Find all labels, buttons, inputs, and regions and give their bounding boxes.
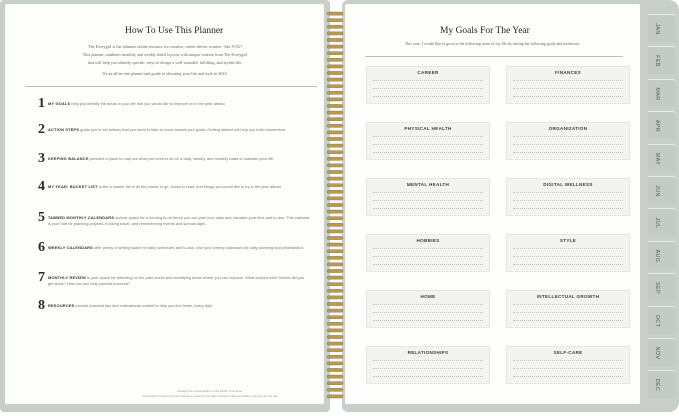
item-title: KEEPING BALANCE — [48, 156, 89, 161]
footnote — [135, 389, 285, 398]
month-tab-aug[interactable] — [648, 241, 676, 269]
spiral-ring — [327, 329, 343, 332]
goal-box-label: SELF-CARE — [553, 350, 583, 355]
month-tab-jul[interactable] — [648, 208, 676, 236]
writing-line — [373, 376, 483, 377]
goals-page — [345, 4, 640, 404]
goal-box-label: HOME — [420, 294, 436, 299]
month-tab-jun[interactable] — [648, 176, 676, 204]
page-title: How To Use This Planner — [125, 26, 224, 36]
item-title: RESOURCES — [48, 303, 75, 308]
item-description: is your space for reflecting on the past month and identifying areas where you can improve. What worked well? Where did you get stuck? How can you help yourself succeed? — [48, 275, 305, 287]
writing-line — [373, 320, 483, 321]
goal-box-label: MENTAL HEALTH — [406, 182, 450, 187]
goals-subtitle: This year, I would like to grow in the following areas of my life by setting the following goals and intentions: — [404, 41, 581, 46]
item-description: is like a master list of all the places to go, books to read, and things you would like to try in the year ahead. — [98, 184, 282, 189]
item-description: help you identify the areas in your life that you would like to improve on in the year ahead. — [71, 101, 226, 106]
writing-line — [373, 312, 483, 313]
goal-box-label: DIGITAL WELLNESS — [543, 182, 593, 187]
spiral-ring — [327, 382, 343, 385]
writing-line — [373, 88, 483, 89]
spiral-ring — [327, 230, 343, 233]
item-number: 3 — [38, 151, 45, 166]
item-text — [48, 245, 310, 251]
month-tab-nov[interactable] — [648, 338, 676, 366]
month-tab-feb[interactable] — [648, 46, 676, 74]
goal-box[interactable] — [366, 66, 490, 104]
item-text — [48, 127, 310, 133]
goal-box-label: RELATIONSHIPS — [407, 350, 449, 355]
writing-line — [513, 256, 623, 257]
item-description: include space for a running to-do list so you can plan your days and visualize your time and to-dos. This calendar is your hub for planning projects, booking travel, and remembering events and special days. — [48, 215, 310, 227]
intro-line: It's an all-in-one planner and guide to elevating your life and style in 2023. — [102, 71, 228, 77]
item-text — [48, 184, 310, 190]
spiral-ring — [327, 263, 343, 266]
spiral-ring — [327, 296, 343, 299]
month-tab-oct[interactable] — [648, 306, 676, 334]
spiral-ring — [327, 137, 343, 140]
spiral-ring — [327, 170, 343, 173]
item-description: provides a place to map out what you need to do on a daily, weekly, and monthly basis to maintain your life. — [89, 156, 275, 161]
spiral-ring — [327, 104, 343, 107]
goal-box[interactable] — [506, 66, 630, 104]
item-number: 6 — [38, 240, 45, 255]
spiral-ring — [327, 19, 343, 22]
goal-box-label: PHYSICAL HEALTH — [404, 126, 452, 131]
goal-box[interactable] — [506, 178, 630, 216]
intro-line: The Everygirl is the ultimate online resource for creative, career-driven women - like YOU! — [88, 44, 242, 49]
spiral-ring — [327, 164, 343, 167]
spiral-ring — [327, 302, 343, 305]
goal-box[interactable] — [506, 122, 630, 160]
goal-box-label: CAREER — [417, 70, 439, 75]
intro-line: This planner combines monthly and weekly dated layouts with unique content from The Everygirl — [82, 51, 248, 57]
month-tab-label: SEP — [654, 282, 660, 295]
spiral-ring — [327, 32, 343, 35]
intro-line: that will help you identify specific ways to design a well-rounded, fulfilling, and stylish life. — [87, 59, 243, 65]
spiral-ring — [327, 335, 343, 338]
spiral-ring — [327, 355, 343, 358]
goal-box[interactable] — [366, 346, 490, 384]
item-number: 5 — [38, 210, 45, 225]
spiral-ring — [327, 349, 343, 352]
item-description: guide you to set actions that you need to take to move toward your goals. Getting started will help you build momentum. — [80, 127, 287, 132]
item-text — [48, 156, 310, 162]
spiral-ring — [327, 256, 343, 259]
month-tab-sep[interactable] — [648, 273, 676, 301]
writing-line — [513, 360, 623, 361]
spiral-ring — [327, 322, 343, 325]
page-title: My Goals For The Year — [440, 26, 530, 36]
spiral-ring — [327, 91, 343, 94]
writing-line — [373, 264, 483, 265]
writing-line — [513, 376, 623, 377]
item-description: provide practical tips and motivational content to help you live better, every day! — [75, 303, 213, 308]
spiral-ring — [327, 78, 343, 81]
goal-box[interactable] — [366, 290, 490, 328]
goal-box-label: INTELLECTUAL GROWTH — [536, 294, 600, 299]
spiral-ring — [327, 65, 343, 68]
month-tab-label: MAY — [654, 152, 660, 165]
writing-line — [513, 320, 623, 321]
writing-line — [373, 304, 483, 305]
month-tab-mar[interactable] — [648, 79, 676, 107]
spiral-ring — [327, 236, 343, 239]
item-text — [48, 215, 310, 228]
month-tab-label: JUN — [654, 185, 660, 197]
spiral-ring — [327, 118, 343, 121]
spiral-ring — [327, 342, 343, 345]
writing-line — [373, 144, 483, 145]
goal-box-label: HOBBIES — [416, 238, 440, 243]
spiral-ring — [327, 289, 343, 292]
spiral-ring — [327, 190, 343, 193]
divider — [25, 86, 317, 87]
item-text — [48, 275, 310, 288]
spiral-ring — [327, 375, 343, 378]
divider — [365, 56, 623, 57]
spiral-ring — [327, 184, 343, 187]
spiral-ring — [327, 177, 343, 180]
spiral-ring — [327, 157, 343, 160]
spiral-ring — [327, 52, 343, 55]
spiral-ring — [327, 12, 343, 15]
writing-line — [513, 368, 623, 369]
spiral-ring — [327, 111, 343, 114]
spiral-ring — [327, 131, 343, 134]
footnote-line: Holidays are representative of the Pacific Time Zone. — [177, 389, 243, 393]
month-tab-label: APR — [654, 120, 660, 133]
goal-box-label: FINANCES — [555, 70, 581, 75]
month-tab-label: OCT — [654, 314, 660, 327]
intro-text — [25, 43, 305, 78]
spiral-binding — [325, 6, 345, 402]
month-tab-label: JAN — [654, 23, 660, 35]
item-number: 7 — [38, 270, 45, 285]
item-title: MY YEAR: BUCKET LIST — [48, 184, 98, 189]
month-tab-label: NOV — [654, 346, 660, 360]
writing-line — [513, 136, 623, 137]
goal-box-label: ORGANIZATION — [548, 126, 588, 131]
writing-line — [513, 96, 623, 97]
item-number: 1 — [38, 96, 45, 111]
writing-line — [373, 360, 483, 361]
writing-line — [513, 248, 623, 249]
item-text — [48, 101, 310, 107]
spiral-ring — [327, 197, 343, 200]
writing-line — [513, 152, 623, 153]
goal-box[interactable] — [366, 178, 490, 216]
item-number: 4 — [38, 179, 45, 194]
writing-line — [513, 144, 623, 145]
item-title: TABBED MONTHLY CALENDARS — [48, 215, 115, 220]
spiral-ring — [327, 85, 343, 88]
month-tab-jan[interactable] — [648, 14, 676, 42]
month-tab-label: DEC — [654, 379, 660, 392]
spiral-ring — [327, 243, 343, 246]
spiral-ring — [327, 269, 343, 272]
spiral-ring — [327, 98, 343, 101]
writing-line — [513, 192, 623, 193]
spiral-ring — [327, 276, 343, 279]
goal-box[interactable] — [366, 234, 490, 272]
month-tab-dec[interactable] — [648, 370, 676, 398]
writing-line — [373, 136, 483, 137]
spiral-ring — [327, 124, 343, 127]
spiral-ring — [327, 362, 343, 365]
spiral-ring — [327, 210, 343, 213]
spiral-ring — [327, 217, 343, 220]
month-tab-label: AUG — [654, 249, 660, 263]
month-tab-label: JUL — [654, 217, 660, 229]
spiral-ring — [327, 203, 343, 206]
item-title: ACTION STEPS — [48, 127, 80, 132]
item-title: MY GOALS — [48, 101, 71, 106]
writing-line — [373, 368, 483, 369]
writing-line — [513, 200, 623, 201]
writing-line — [513, 304, 623, 305]
item-description: offer plenty of writing space for daily schedules and to-dos. Use your weekly calendars for daily planning and prioritization. — [94, 245, 304, 250]
writing-line — [373, 248, 483, 249]
writing-line — [373, 80, 483, 81]
writing-line — [373, 192, 483, 193]
writing-line — [513, 312, 623, 313]
writing-line — [513, 88, 623, 89]
spiral-ring — [327, 71, 343, 74]
item-number: 8 — [38, 298, 45, 313]
goal-box[interactable] — [366, 122, 490, 160]
spiral-ring — [327, 395, 343, 398]
spiral-ring — [327, 151, 343, 154]
spiral-ring — [327, 250, 343, 253]
spiral-ring — [327, 38, 343, 41]
goal-box[interactable] — [506, 234, 630, 272]
spiral-ring — [327, 309, 343, 312]
spiral-ring — [327, 223, 343, 226]
item-title: WEEKLY CALENDARS — [48, 245, 93, 250]
goal-box-label: STYLE — [559, 238, 577, 243]
goal-box[interactable] — [506, 346, 630, 384]
footnote-line: *Depending on where the moon phase is observed, the date of certain religious holidays may vary by one day. — [141, 393, 279, 398]
writing-line — [373, 96, 483, 97]
spiral-ring — [327, 368, 343, 371]
writing-line — [513, 80, 623, 81]
month-tab-label: FEB — [654, 55, 660, 68]
spiral-ring — [327, 144, 343, 147]
spiral-ring — [327, 388, 343, 391]
writing-line — [373, 200, 483, 201]
item-number: 2 — [38, 122, 45, 137]
writing-line — [373, 256, 483, 257]
spiral-ring — [327, 45, 343, 48]
item-text — [48, 303, 310, 309]
spiral-ring — [327, 25, 343, 28]
writing-line — [373, 208, 483, 209]
item-title: MONTHLY REVIEW — [48, 275, 87, 280]
how-to-use-page — [5, 4, 324, 404]
month-tab-may[interactable] — [648, 144, 676, 172]
spiral-ring — [327, 283, 343, 286]
spiral-ring — [327, 316, 343, 319]
writing-line — [513, 264, 623, 265]
spiral-ring — [327, 58, 343, 61]
month-tab-label: MAR — [654, 87, 660, 101]
goal-box[interactable] — [506, 290, 630, 328]
writing-line — [513, 208, 623, 209]
month-tab-apr[interactable] — [648, 111, 676, 139]
writing-line — [373, 152, 483, 153]
